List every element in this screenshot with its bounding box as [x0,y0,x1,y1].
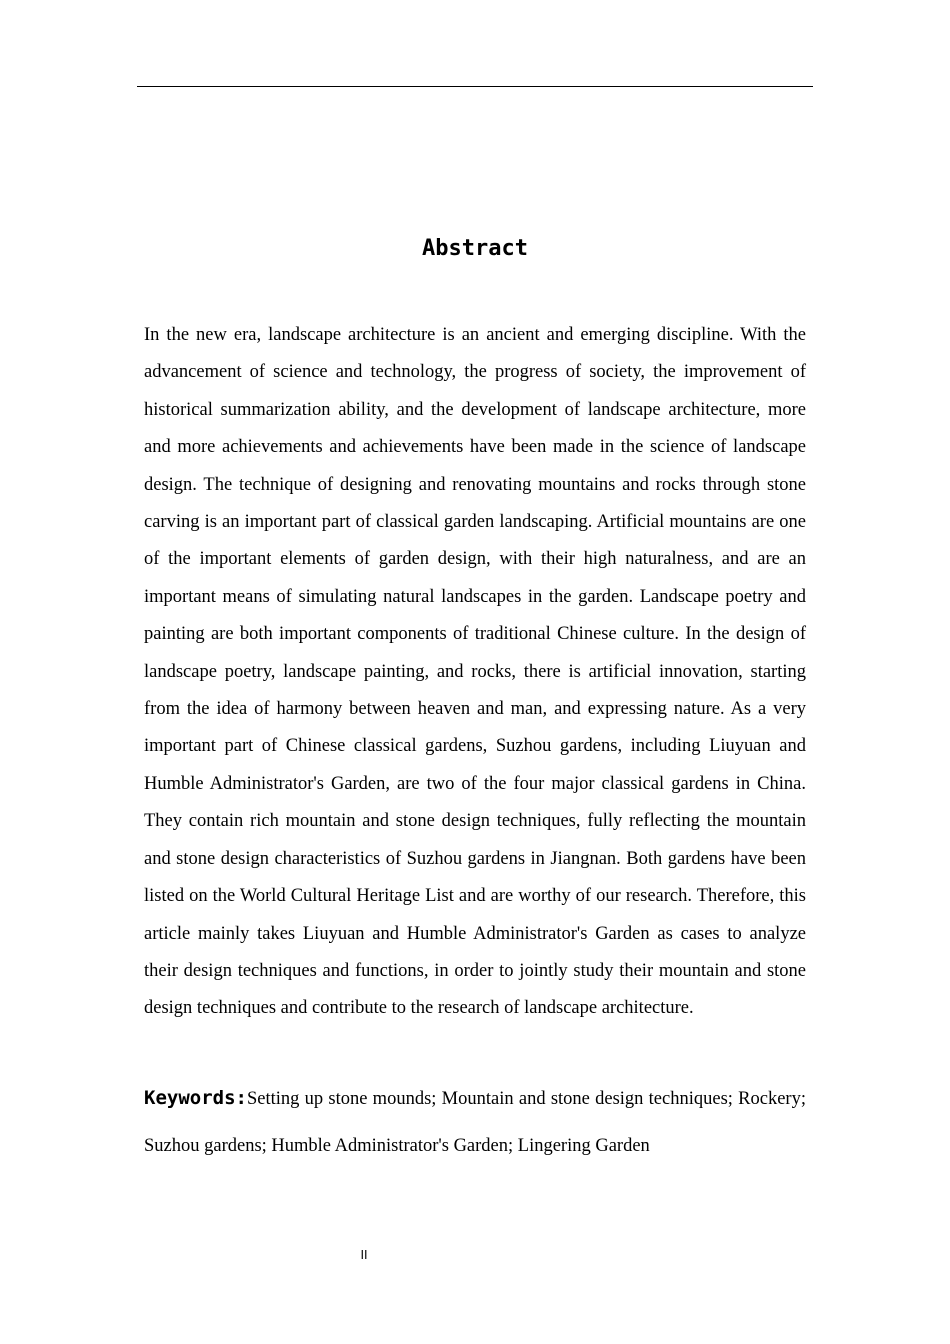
page-number: II [360,1248,368,1262]
abstract-title: Abstract [422,236,528,261]
keywords-label: Keywords: [144,1087,247,1109]
abstract-body: In the new era, landscape architecture is an ancient and emerging discipline. With the advancement of science and technology, the progress of society, the improvement of historical summarization ability, and the development of landscape architecture, more and more achievements and achievements have been made in the science of landscape design. The technique of designing and renovating mountains and rocks through stone carving is an important part of classical garden landscaping. Artificial mountains are one of the important elements of garden design, with their high naturalness, and are an important means of simulating natural landscapes in the garden. Landscape poetry and painting are both important components of traditional Chinese culture. In the design of landscape poetry, landscape painting, and rocks, there is artificial innovation, starting from the idea of harmony between heaven and man, and expressing nature. As a very important part of Chinese classical gardens, Suzhou gardens, including Liuyuan and Humble Administrator's Garden, are two of the four major classical gardens in China. They contain rich mountain and stone design techniques, fully reflecting the mountain and stone design characteristics of Suzhou gardens in Jiangnan. Both gardens have been listed on the World Cultural Heritage List and are worthy of our research. Therefore, this article mainly takes Liuyuan and Humble Administrator's Garden as cases to analyze their design techniques and functions, in order to jointly study their mountain and stone design techniques and contribute to the research of landscape architecture. [144,325,806,1019]
keywords-paragraph [144,1075,806,1170]
header-rule [137,86,813,87]
keywords-text: Setting up stone mounds; Mountain and stone design techniques; Rockery; Suzhou gardens; Humble Administrator's Garden; Lingering Garden [144,1089,806,1156]
